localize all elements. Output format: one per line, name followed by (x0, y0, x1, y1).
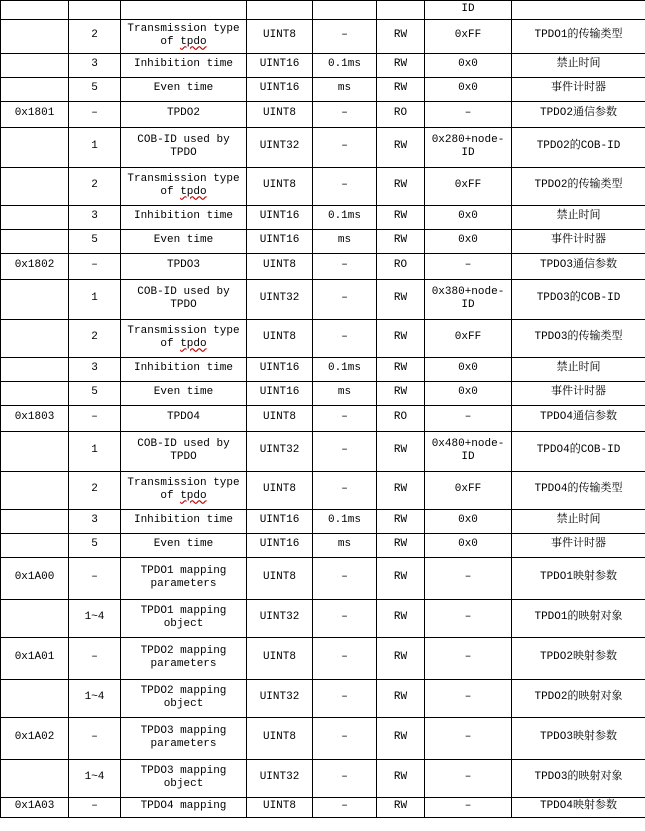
cell-subindex: 2 (69, 167, 121, 205)
cell-name: TPDO3 (121, 253, 247, 279)
cell-description: TPDO3通信参数 (512, 253, 645, 279)
cell-description: TPDO1的映射对象 (512, 599, 645, 637)
cell-description: 事件计时器 (512, 77, 645, 101)
table-row (1, 509, 645, 533)
cell-description: TPDO2的COB-ID (512, 127, 645, 167)
table-row (1, 759, 645, 797)
cell-index (1, 431, 69, 471)
cell-unit: – (313, 19, 377, 53)
table-row (1, 357, 645, 381)
cell-default: 0x0 (425, 53, 512, 77)
cell-type: UINT32 (247, 679, 313, 717)
table-row (1, 533, 645, 557)
cell-description: TPDO3映射参数 (512, 717, 645, 759)
cell-subindex: – (69, 717, 121, 759)
table-row (1, 77, 645, 101)
table-row (1, 53, 645, 77)
cell-unit: – (313, 279, 377, 319)
cell-default: 0x280+node-ID (425, 127, 512, 167)
table-row (1, 431, 645, 471)
cell-unit: – (313, 319, 377, 357)
cell-default: 0x380+node-ID (425, 279, 512, 319)
cell-subindex (69, 1, 121, 20)
table-row (1, 637, 645, 679)
cell-name: TPDO2 (121, 101, 247, 127)
cell-index (1, 229, 69, 253)
cell-default: – (425, 599, 512, 637)
cell-access: RW (377, 167, 425, 205)
cell-name: TPDO2 mapping object (121, 679, 247, 717)
cell-default: – (425, 759, 512, 797)
table-row (1, 205, 645, 229)
cell-subindex: – (69, 253, 121, 279)
cell-access: RW (377, 637, 425, 679)
cell-unit: – (313, 253, 377, 279)
cell-name: Transmission type of tpdo (121, 167, 247, 205)
cell-subindex: 3 (69, 509, 121, 533)
cell-index (1, 167, 69, 205)
cell-name: Even time (121, 533, 247, 557)
cell-default: 0x0 (425, 229, 512, 253)
cell-unit: – (313, 557, 377, 599)
cell-default: 0x0 (425, 381, 512, 405)
cell-index: 0x1803 (1, 405, 69, 431)
cell-default: – (425, 717, 512, 759)
cell-subindex: 1~4 (69, 679, 121, 717)
cell-name: TPDO1 mapping object (121, 599, 247, 637)
cell-type: UINT8 (247, 319, 313, 357)
cell-subindex: 1 (69, 127, 121, 167)
table-row (1, 229, 645, 253)
cell-description: TPDO2的传输类型 (512, 167, 645, 205)
cell-subindex: 2 (69, 471, 121, 509)
cell-default: ID (425, 1, 512, 20)
table-row (1, 279, 645, 319)
cell-subindex: – (69, 797, 121, 817)
cell-description: 禁止时间 (512, 509, 645, 533)
cell-access: RW (377, 557, 425, 599)
cell-default: 0xFF (425, 319, 512, 357)
cell-name: Even time (121, 229, 247, 253)
cell-name: Inhibition time (121, 509, 247, 533)
cell-name: Inhibition time (121, 53, 247, 77)
cell-access: RW (377, 77, 425, 101)
cell-index: 0x1802 (1, 253, 69, 279)
table-row (1, 471, 645, 509)
cell-description: 禁止时间 (512, 53, 645, 77)
cell-access: RW (377, 319, 425, 357)
table-row (1, 679, 645, 717)
cell-access: RW (377, 533, 425, 557)
cell-default: 0x0 (425, 205, 512, 229)
table-row (1, 127, 645, 167)
cell-type: UINT16 (247, 77, 313, 101)
cell-subindex: 3 (69, 53, 121, 77)
cell-subindex: 5 (69, 381, 121, 405)
cell-unit: – (313, 599, 377, 637)
cell-name: TPDO2 mapping parameters (121, 637, 247, 679)
cell-type: UINT32 (247, 759, 313, 797)
cell-default: 0xFF (425, 19, 512, 53)
cell-index (1, 205, 69, 229)
table-row (1, 19, 645, 53)
table-row (1, 797, 645, 817)
cell-index (1, 533, 69, 557)
table-row (1, 557, 645, 599)
cell-type (247, 1, 313, 20)
cell-type: UINT8 (247, 471, 313, 509)
cell-access: RW (377, 127, 425, 167)
cell-default: – (425, 405, 512, 431)
cell-default: – (425, 557, 512, 599)
cell-description: 事件计时器 (512, 229, 645, 253)
cell-subindex: 5 (69, 533, 121, 557)
cell-name: COB-ID used by TPDO (121, 431, 247, 471)
table-body (1, 1, 645, 818)
cell-unit: – (313, 759, 377, 797)
cell-access: RW (377, 279, 425, 319)
cell-index (1, 357, 69, 381)
cell-type: UINT16 (247, 357, 313, 381)
cell-index (1, 279, 69, 319)
table-row (1, 405, 645, 431)
cell-type: UINT32 (247, 431, 313, 471)
cell-name: Transmission type of tpdo (121, 319, 247, 357)
table-row (1, 253, 645, 279)
cell-subindex: – (69, 637, 121, 679)
cell-subindex: 3 (69, 205, 121, 229)
cell-unit: 0.1ms (313, 205, 377, 229)
cell-index (1, 471, 69, 509)
cell-name: Transmission type of tpdo (121, 471, 247, 509)
table-row (1, 1, 645, 20)
cell-subindex: 1 (69, 279, 121, 319)
cell-type: UINT8 (247, 19, 313, 53)
cell-unit: – (313, 797, 377, 817)
cell-unit: ms (313, 533, 377, 557)
cell-description: TPDO4映射参数 (512, 797, 645, 817)
cell-name: TPDO1 mapping parameters (121, 557, 247, 599)
cell-type: UINT8 (247, 101, 313, 127)
cell-unit: – (313, 679, 377, 717)
cell-default: – (425, 797, 512, 817)
cell-default: – (425, 253, 512, 279)
cell-default: – (425, 637, 512, 679)
table-row (1, 167, 645, 205)
cell-subindex: 1~4 (69, 759, 121, 797)
cell-default: 0xFF (425, 471, 512, 509)
cell-name: COB-ID used by TPDO (121, 127, 247, 167)
cell-description: TPDO3的映射对象 (512, 759, 645, 797)
cell-index: 0x1A01 (1, 637, 69, 679)
cell-description: TPDO4的COB-ID (512, 431, 645, 471)
cell-name: TPDO3 mapping parameters (121, 717, 247, 759)
cell-description: TPDO2通信参数 (512, 101, 645, 127)
cell-index (1, 127, 69, 167)
cell-type: UINT8 (247, 797, 313, 817)
cell-index (1, 1, 69, 20)
cell-description: TPDO1映射参数 (512, 557, 645, 599)
table-row (1, 101, 645, 127)
cell-access: RW (377, 679, 425, 717)
cell-unit: – (313, 717, 377, 759)
cell-access: RW (377, 431, 425, 471)
table-row (1, 599, 645, 637)
cell-index: 0x1A03 (1, 797, 69, 817)
cell-name: COB-ID used by TPDO (121, 279, 247, 319)
cell-type: UINT8 (247, 405, 313, 431)
cell-name: TPDO4 mapping (121, 797, 247, 817)
cell-name: TPDO3 mapping object (121, 759, 247, 797)
cell-name: TPDO4 (121, 405, 247, 431)
cell-description: TPDO4的传输类型 (512, 471, 645, 509)
cell-access: RW (377, 53, 425, 77)
cell-index (1, 77, 69, 101)
cell-name: Transmission type of tpdo (121, 19, 247, 53)
cell-unit: ms (313, 381, 377, 405)
cell-subindex: – (69, 405, 121, 431)
cell-index (1, 599, 69, 637)
cell-description: 事件计时器 (512, 381, 645, 405)
cell-subindex: 3 (69, 357, 121, 381)
cell-type: UINT16 (247, 53, 313, 77)
cell-subindex: 2 (69, 19, 121, 53)
cell-type: UINT8 (247, 637, 313, 679)
cell-type: UINT32 (247, 127, 313, 167)
cell-index (1, 19, 69, 53)
cell-access: RW (377, 357, 425, 381)
cell-type: UINT16 (247, 509, 313, 533)
cell-default: 0x0 (425, 357, 512, 381)
cell-default: 0xFF (425, 167, 512, 205)
cell-description (512, 1, 645, 20)
cell-default: – (425, 679, 512, 717)
cell-unit: 0.1ms (313, 53, 377, 77)
cell-access: RW (377, 19, 425, 53)
cell-name (121, 1, 247, 20)
cell-index: 0x1801 (1, 101, 69, 127)
cell-default: 0x0 (425, 533, 512, 557)
cell-index (1, 381, 69, 405)
cell-access: RW (377, 381, 425, 405)
cell-access: RO (377, 405, 425, 431)
cell-type: UINT32 (247, 599, 313, 637)
cell-unit: – (313, 471, 377, 509)
cell-default: 0x0 (425, 77, 512, 101)
cell-subindex: 5 (69, 77, 121, 101)
cell-description: TPDO3的COB-ID (512, 279, 645, 319)
cell-description: TPDO3的传输类型 (512, 319, 645, 357)
cell-default: – (425, 101, 512, 127)
cell-default: 0x480+node-ID (425, 431, 512, 471)
cell-name: Inhibition time (121, 357, 247, 381)
cell-type: UINT16 (247, 229, 313, 253)
cell-unit: ms (313, 229, 377, 253)
cell-description: 事件计时器 (512, 533, 645, 557)
table-row (1, 319, 645, 357)
cell-unit: – (313, 167, 377, 205)
cell-access: RW (377, 797, 425, 817)
cell-unit: 0.1ms (313, 509, 377, 533)
cell-access: RW (377, 471, 425, 509)
cell-type: UINT8 (247, 167, 313, 205)
cell-unit: – (313, 101, 377, 127)
cell-description: TPDO1的传输类型 (512, 19, 645, 53)
cell-default: 0x0 (425, 509, 512, 533)
cell-access (377, 1, 425, 20)
cell-unit: – (313, 431, 377, 471)
cell-subindex: 5 (69, 229, 121, 253)
cell-index: 0x1A02 (1, 717, 69, 759)
cell-type: UINT16 (247, 205, 313, 229)
cell-subindex: 1~4 (69, 599, 121, 637)
cell-description: 禁止时间 (512, 205, 645, 229)
cell-name: Even time (121, 381, 247, 405)
cell-index (1, 319, 69, 357)
cell-unit: ms (313, 77, 377, 101)
cell-type: UINT16 (247, 533, 313, 557)
cell-unit (313, 1, 377, 20)
cell-unit: 0.1ms (313, 357, 377, 381)
cell-unit: – (313, 127, 377, 167)
cell-name: Even time (121, 77, 247, 101)
table-row (1, 717, 645, 759)
cell-access: RO (377, 253, 425, 279)
cell-index (1, 679, 69, 717)
cell-type: UINT32 (247, 279, 313, 319)
cell-access: RO (377, 101, 425, 127)
cell-description: TPDO2的映射对象 (512, 679, 645, 717)
cell-index (1, 509, 69, 533)
cell-type: UINT8 (247, 253, 313, 279)
cell-subindex: – (69, 101, 121, 127)
cell-unit: – (313, 405, 377, 431)
cell-description: TPDO2映射参数 (512, 637, 645, 679)
cell-access: RW (377, 229, 425, 253)
cell-description: TPDO4通信参数 (512, 405, 645, 431)
cell-unit: – (313, 637, 377, 679)
cell-access: RW (377, 759, 425, 797)
cell-type: UINT8 (247, 557, 313, 599)
cell-access: RW (377, 717, 425, 759)
cell-type: UINT8 (247, 717, 313, 759)
cell-subindex: – (69, 557, 121, 599)
cell-type: UINT16 (247, 381, 313, 405)
cell-subindex: 1 (69, 431, 121, 471)
cell-name: Inhibition time (121, 205, 247, 229)
cell-description: 禁止时间 (512, 357, 645, 381)
cell-index (1, 53, 69, 77)
table-row (1, 381, 645, 405)
cell-access: RW (377, 205, 425, 229)
cell-access: RW (377, 599, 425, 637)
cell-index (1, 759, 69, 797)
cell-access: RW (377, 509, 425, 533)
cell-subindex: 2 (69, 319, 121, 357)
cell-index: 0x1A00 (1, 557, 69, 599)
